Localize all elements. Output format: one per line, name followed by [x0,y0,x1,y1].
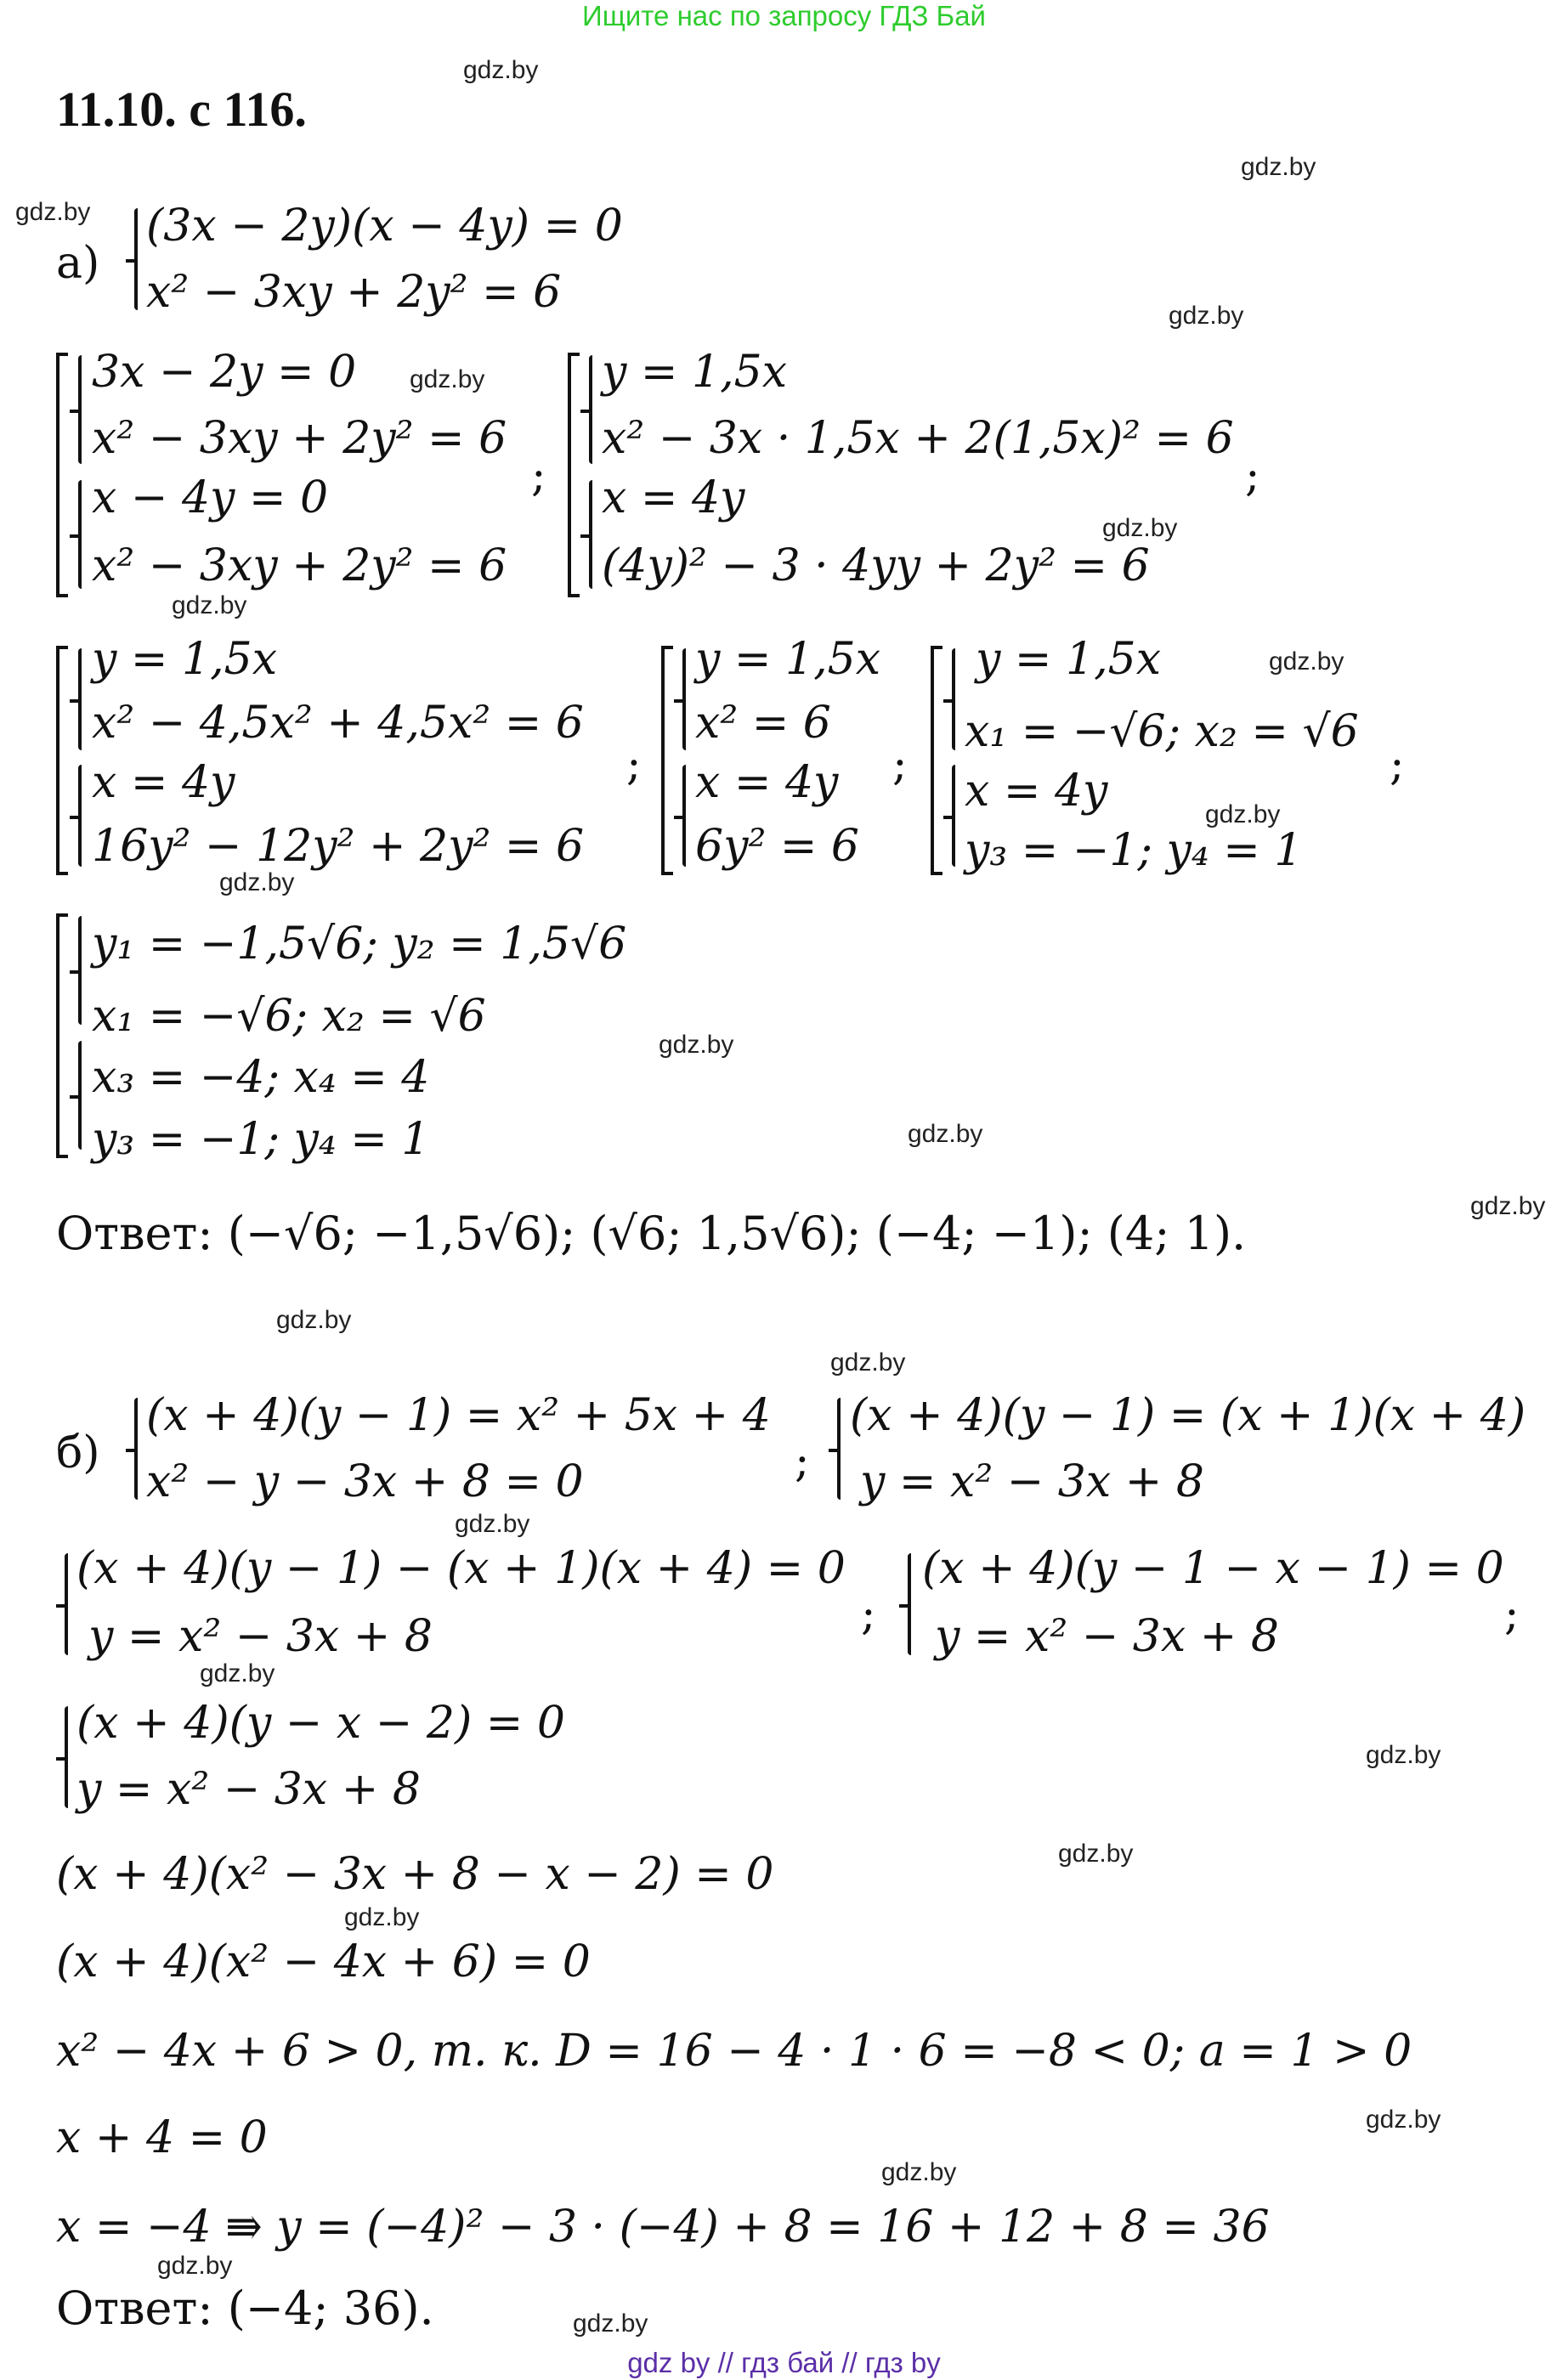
watermark: gdz.by [908,1120,983,1148]
collection-bracket [661,646,673,875]
collection-bracket [568,353,580,597]
exercise-title: 11.10. с 116. [56,82,307,137]
watermark: gdz.by [1102,514,1178,542]
watermark: gdz.by [830,1348,906,1377]
system-brace [134,208,138,310]
part-a-label: а) [56,238,100,289]
equation: y₁ = −1,5√6; y₂ = 1,5√6 [92,919,627,970]
watermark: gdz.by [276,1306,352,1334]
equation: x₁ = −√6; x₂ = √6 [92,991,486,1042]
equation: x = −4 ⇛ y = (−4)² − 3 · (−4) + 8 = 16 + 12 + 8 = 36 [56,2202,1270,2253]
collection-bracket [56,913,68,1158]
equation: 16y² − 12y² + 2y² = 6 [92,821,585,872]
system-brace [908,1553,911,1655]
watermark: gdz.by [15,198,91,226]
system-brace [78,916,82,1025]
equation: y = 1,5x [92,634,278,685]
separator: ; [1245,450,1260,501]
equation: y = x² − 3x + 8 [88,1611,433,1662]
equation: x² − 3xy + 2y² = 6 [92,540,507,591]
separator: ; [892,739,908,790]
equation: x = 4y [695,757,839,808]
watermark: gdz.by [455,1510,530,1538]
equation: x₁ = −√6; x₂ = √6 [965,706,1359,757]
watermark: gdz.by [219,868,295,896]
equation: (3x − 2y)(x − 4y) = 0 [146,201,623,252]
separator: ; [1504,1589,1520,1640]
watermark: gdz.by [1205,800,1281,828]
watermark: gdz.by [172,591,247,619]
watermark: gdz.by [659,1031,734,1059]
system-brace [65,1706,68,1808]
equation: y = 1,5x [695,634,881,685]
equation: (x + 4)(y − 1) − (x + 1)(x + 4) = 0 [76,1543,846,1594]
system-brace [589,480,592,589]
equation: (x + 4)(x² − 3x + 8 − x − 2) = 0 [56,1849,774,1900]
equation: (x + 4)(y − 1 − x − 1) = 0 [922,1543,1504,1594]
system-brace [134,1398,138,1500]
equation: y = x² − 3x + 8 [860,1456,1204,1507]
equation: x² − 4x + 6 > 0, т. к. D = 16 − 4 · 1 · 6 = −8 < 0; a = 1 > 0 [56,2026,1412,2077]
system-brace [837,1398,841,1500]
equation: y = x² − 3x + 8 [76,1764,421,1815]
equation: y = x² − 3x + 8 [935,1611,1279,1662]
watermark: gdz.by [157,2252,233,2280]
top-banner: Ищите нас по запросу ГДЗ Бай [582,0,986,31]
equation: x − 4y = 0 [92,472,329,523]
watermark: gdz.by [573,2309,648,2338]
equation: x = 4y [92,757,235,808]
equation: x² − 3xy + 2y² = 6 [146,267,562,318]
part-b-label: б) [56,1427,100,1478]
system-brace [78,355,82,464]
answer-b: Ответ: (−4; 36). [56,2281,434,2335]
equation: x² − y − 3x + 8 = 0 [146,1456,584,1507]
answer-a: Ответ: (−√6; −1,5√6); (√6; 1,5√6); (−4; −1); (4; 1). [56,1207,1247,1260]
separator: ; [626,739,642,790]
equation: 6y² = 6 [695,821,860,872]
watermark: gdz.by [344,1903,420,1931]
system-brace [682,765,686,867]
equation: y = 1,5x [602,347,788,398]
watermark: gdz.by [463,56,539,84]
watermark: gdz.by [1058,1840,1134,1868]
system-brace [78,765,82,867]
system-brace [78,648,82,750]
footer-links[interactable]: gdz by // гдз бай // гдз by [627,2347,941,2378]
watermark: gdz.by [200,1659,275,1687]
system-brace [952,765,955,867]
separator: ; [1390,739,1405,790]
equation: (x + 4)(y − 1) = (x + 1)(x + 4) [850,1390,1526,1441]
equation: x = 4y [965,766,1108,817]
watermark: gdz.by [1366,1741,1441,1769]
system-brace [589,355,592,464]
watermark: gdz.by [881,2158,957,2186]
equation: x² − 3x · 1,5x + 2(1,5x)² = 6 [602,413,1234,464]
equation: (x + 4)(y − x − 2) = 0 [76,1698,565,1749]
watermark: gdz.by [1470,1192,1546,1220]
equation: (x + 4)(y − 1) = x² + 5x + 4 [146,1390,771,1441]
equation: y = 1,5x [976,634,1162,685]
watermark: gdz.by [1269,647,1344,676]
separator: ; [795,1436,810,1487]
watermark: gdz.by [410,365,485,393]
equation: (x + 4)(x² − 4x + 6) = 0 [56,1936,591,1987]
equation: x² − 3xy + 2y² = 6 [92,413,507,464]
watermark: gdz.by [1366,2106,1441,2134]
collection-bracket [931,646,942,875]
equation: y₃ = −1; y₄ = 1 [92,1114,430,1165]
equation: y₃ = −1; y₄ = 1 [965,825,1303,876]
equation: x² = 6 [695,698,831,749]
system-brace [65,1553,68,1655]
system-brace [682,648,686,750]
separator: ; [861,1589,876,1640]
system-brace [78,480,82,589]
equation: x² − 4,5x² + 4,5x² = 6 [92,698,584,749]
equation: x₃ = −4; x₄ = 4 [92,1052,430,1103]
equation: (4y)² − 3 · 4yy + 2y² = 6 [602,540,1150,591]
watermark: gdz.by [1241,153,1316,181]
system-brace [78,1041,82,1150]
equation: 3x − 2y = 0 [92,347,357,398]
collection-bracket [56,353,68,597]
equation: x + 4 = 0 [56,2112,268,2163]
system-brace [952,648,955,750]
watermark: gdz.by [1169,302,1244,330]
separator: ; [531,450,546,501]
equation: x = 4y [602,472,745,523]
collection-bracket [56,646,68,875]
